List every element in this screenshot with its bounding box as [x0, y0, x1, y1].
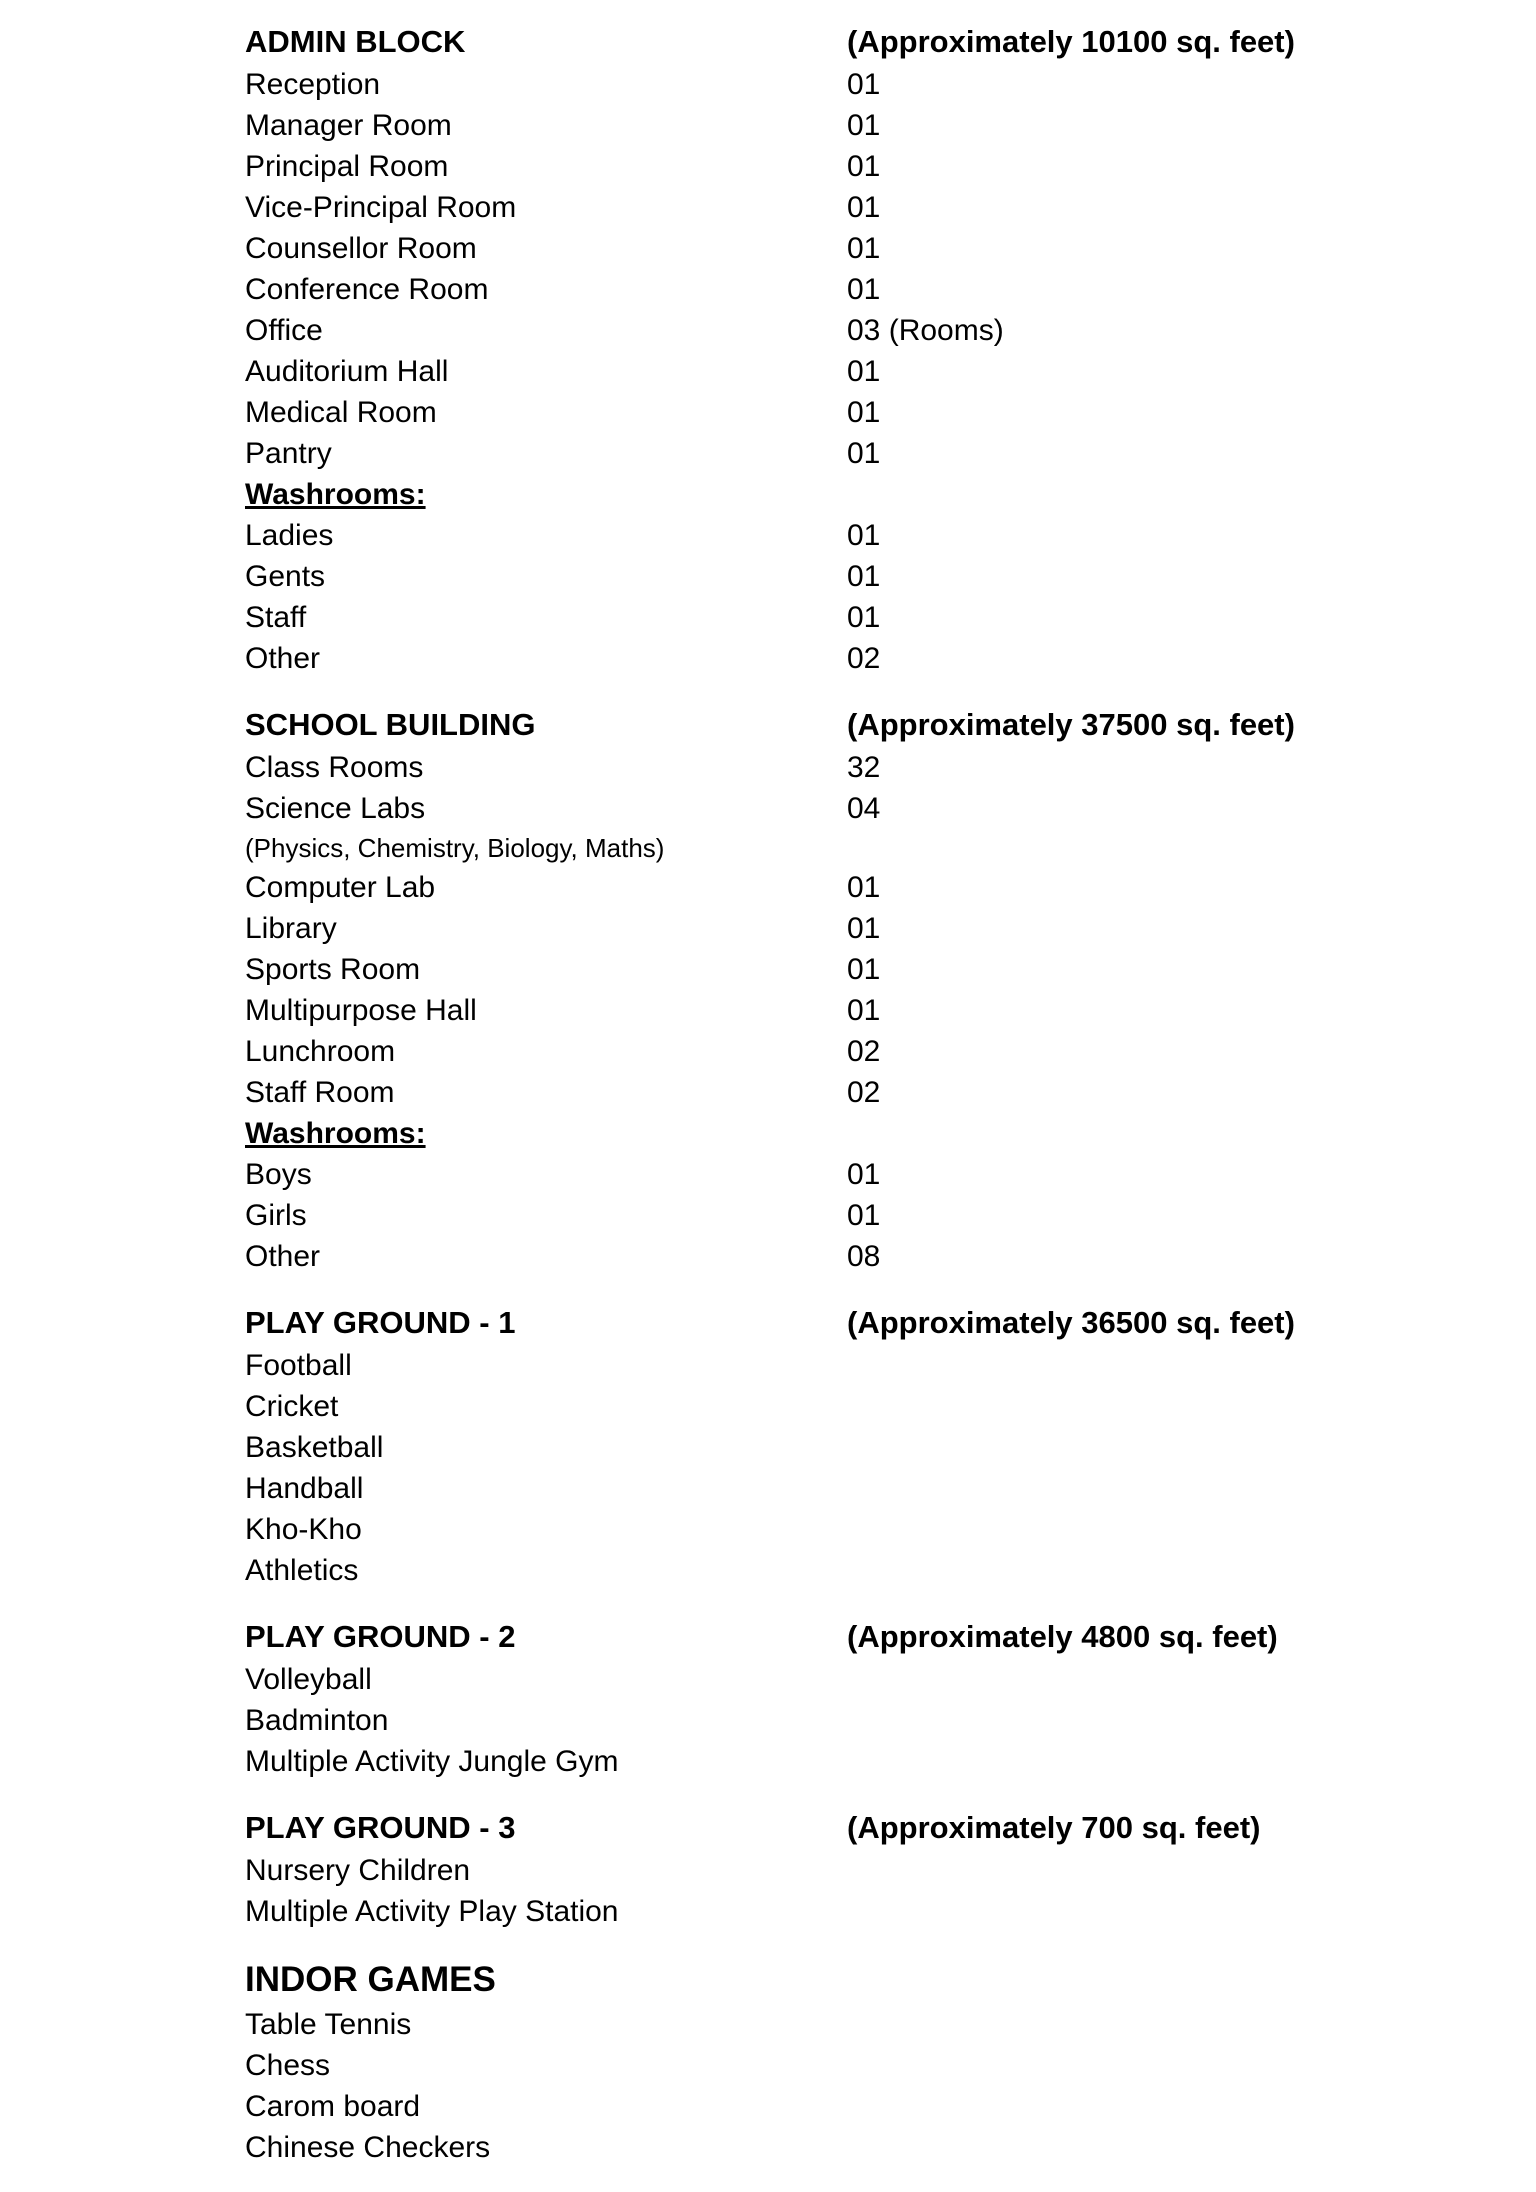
facility-row	[245, 1072, 1345, 1113]
facility-row	[245, 788, 1345, 829]
facility-row	[245, 638, 1345, 679]
activity-label: Football	[245, 1349, 352, 1382]
facility-count: 01	[847, 601, 881, 634]
facility-label: Ladies	[245, 519, 334, 552]
note-label: (Physics, Chemistry, Biology, Maths)	[245, 833, 665, 863]
facility-label: Principal Room	[245, 150, 449, 183]
activity-label: Volleyball	[245, 1663, 372, 1696]
activity-row	[245, 2004, 1345, 2045]
facility-count: 04	[847, 792, 881, 825]
section-header	[245, 1806, 1345, 1850]
section-indoor-games	[245, 1956, 1345, 2168]
facility-row	[245, 64, 1345, 105]
section-header	[245, 1956, 1345, 2004]
facility-count: 01	[847, 109, 881, 142]
section-header	[245, 1615, 1345, 1659]
section-area: (Approximately 37500 sq. feet)	[847, 707, 1295, 742]
section-area: (Approximately 36500 sq. feet)	[847, 1305, 1295, 1340]
facility-label: Science Labs	[245, 792, 426, 825]
facility-count: 01	[847, 871, 881, 904]
section-area: (Approximately 4800 sq. feet)	[847, 1619, 1278, 1654]
facility-row	[245, 515, 1345, 556]
facility-label: Computer Lab	[245, 871, 436, 904]
section-play-ground-2	[245, 1615, 1345, 1782]
activity-row	[245, 1700, 1345, 1741]
section-admin-block	[245, 20, 1345, 679]
activity-label: Chess	[245, 2049, 331, 2082]
facility-count: 02	[847, 1035, 881, 1068]
washrooms-subheading	[245, 1113, 1345, 1154]
facility-row	[245, 908, 1345, 949]
subheading-label: Washrooms:	[245, 478, 426, 511]
activity-label: Chinese Checkers	[245, 2131, 491, 2164]
facility-label: Boys	[245, 1158, 312, 1191]
activity-label: Carom board	[245, 2090, 421, 2123]
facility-row	[245, 949, 1345, 990]
section-title: PLAY GROUND - 1	[245, 1305, 516, 1340]
facility-row	[245, 351, 1345, 392]
activity-label: Multiple Activity Jungle Gym	[245, 1745, 619, 1778]
subheading-label: Washrooms:	[245, 1117, 426, 1150]
section-area: (Approximately 700 sq. feet)	[847, 1810, 1261, 1845]
facility-label: Sports Room	[245, 953, 421, 986]
facility-count: 01	[847, 560, 881, 593]
activity-row	[245, 1468, 1345, 1509]
facility-count: 01	[847, 1199, 881, 1232]
facility-label: Conference Room	[245, 273, 489, 306]
activity-label: Table Tennis	[245, 2008, 412, 2041]
facility-row	[245, 990, 1345, 1031]
facility-row	[245, 867, 1345, 908]
activity-row	[245, 1550, 1345, 1591]
facility-count: 01	[847, 396, 881, 429]
facility-row	[245, 310, 1345, 351]
facility-row	[245, 269, 1345, 310]
facility-count: 32	[847, 751, 881, 784]
activity-label: Nursery Children	[245, 1854, 471, 1887]
activity-row	[245, 2045, 1345, 2086]
washrooms-subheading	[245, 474, 1345, 515]
facility-row	[245, 105, 1345, 146]
activity-row	[245, 1386, 1345, 1427]
section-title: ADMIN BLOCK	[245, 24, 466, 59]
facility-count: 01	[847, 355, 881, 388]
document-page	[245, 20, 1345, 2192]
facility-row	[245, 433, 1345, 474]
activity-label: Kho-Kho	[245, 1513, 362, 1546]
facility-row	[245, 597, 1345, 638]
facility-row	[245, 187, 1345, 228]
facility-count: 01	[847, 68, 881, 101]
facility-row	[245, 556, 1345, 597]
activity-label: Basketball	[245, 1431, 384, 1464]
facility-label: Manager Room	[245, 109, 452, 142]
facility-count: 02	[847, 642, 881, 675]
facility-count: 01	[847, 519, 881, 552]
facility-label: Gents	[245, 560, 326, 593]
activity-row	[245, 1659, 1345, 1700]
section-play-ground-3	[245, 1806, 1345, 1932]
facility-row	[245, 1236, 1345, 1277]
activity-row	[245, 2127, 1345, 2168]
facility-count: 01	[847, 273, 881, 306]
activity-row	[245, 1741, 1345, 1782]
facility-label: Staff Room	[245, 1076, 395, 1109]
facility-label: Lunchroom	[245, 1035, 396, 1068]
activity-label: Handball	[245, 1472, 364, 1505]
activity-label: Athletics	[245, 1554, 359, 1587]
facility-label: Multipurpose Hall	[245, 994, 477, 1027]
facility-label: Medical Room	[245, 396, 437, 429]
section-header	[245, 1301, 1345, 1345]
facility-count: 01	[847, 191, 881, 224]
activity-label: Badminton	[245, 1704, 389, 1737]
facility-row	[245, 1195, 1345, 1236]
activity-label: Cricket	[245, 1390, 339, 1423]
facility-row	[245, 747, 1345, 788]
facility-label: Vice-Principal Room	[245, 191, 517, 224]
facility-count: 08	[847, 1240, 881, 1273]
facility-count: 01	[847, 994, 881, 1027]
activity-row	[245, 1891, 1345, 1932]
activity-row	[245, 2086, 1345, 2127]
activity-row	[245, 1850, 1345, 1891]
facility-label: Office	[245, 314, 323, 347]
facility-label: Class Rooms	[245, 751, 424, 784]
section-title: PLAY GROUND - 2	[245, 1619, 516, 1654]
facility-label: Library	[245, 912, 337, 945]
facility-label: Other	[245, 642, 321, 675]
facility-label: Reception	[245, 68, 381, 101]
facility-row	[245, 228, 1345, 269]
facility-count: 01	[847, 150, 881, 183]
facility-row	[245, 146, 1345, 187]
facility-count: 01	[847, 437, 881, 470]
facility-count: 01	[847, 232, 881, 265]
facility-label: Counsellor Room	[245, 232, 477, 265]
facility-label: Pantry	[245, 437, 332, 470]
facility-row	[245, 1154, 1345, 1195]
facility-count: 03 (Rooms)	[847, 314, 1004, 347]
activity-row	[245, 1345, 1345, 1386]
facility-label: Auditorium Hall	[245, 355, 449, 388]
section-title: INDOR GAMES	[245, 1960, 496, 1999]
activity-row	[245, 1427, 1345, 1468]
facility-row	[245, 1031, 1345, 1072]
section-play-ground-1	[245, 1301, 1345, 1591]
facility-count: 01	[847, 1158, 881, 1191]
section-school-building	[245, 703, 1345, 1277]
facility-label: Other	[245, 1240, 321, 1273]
facility-count: 01	[847, 953, 881, 986]
facility-count: 02	[847, 1076, 881, 1109]
facility-count: 01	[847, 912, 881, 945]
facility-label: Staff	[245, 601, 307, 634]
section-area: (Approximately 10100 sq. feet)	[847, 24, 1295, 59]
section-title: SCHOOL BUILDING	[245, 707, 536, 742]
section-header	[245, 703, 1345, 747]
section-title: PLAY GROUND - 3	[245, 1810, 516, 1845]
section-header	[245, 20, 1345, 64]
activity-row	[245, 1509, 1345, 1550]
facility-label: Girls	[245, 1199, 307, 1232]
lab-subjects-note	[245, 829, 1345, 867]
facility-row	[245, 392, 1345, 433]
activity-label: Multiple Activity Play Station	[245, 1895, 619, 1928]
